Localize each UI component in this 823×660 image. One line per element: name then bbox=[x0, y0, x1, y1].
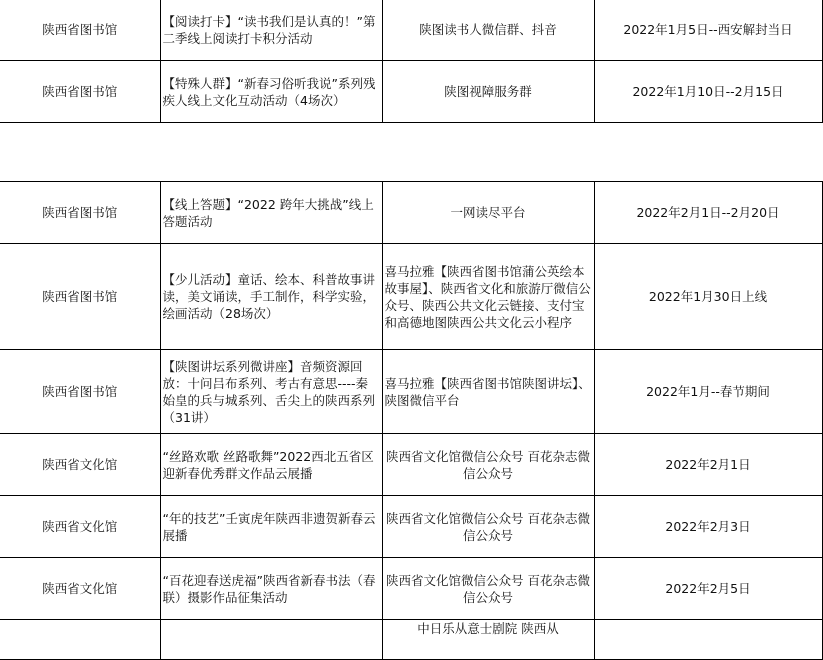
table-row bbox=[0, 0, 822, 61]
table-row bbox=[0, 244, 822, 350]
platform-cell: 陕西省文化馆微信公众号 百花杂志微信公众号 bbox=[382, 558, 594, 620]
activity-cell: 【特殊人群】“新春习俗听我说”系列残疾人线上文化互动活动（4场次） bbox=[160, 61, 382, 123]
platform-cell: 一网读尽平台 bbox=[382, 182, 594, 244]
time-cell: 2022年1月5日--西安解封当日 bbox=[594, 0, 822, 61]
platform-cell: 喜马拉雅【陕西省图书馆陕图讲坛】、陕图微信平台 bbox=[382, 350, 594, 434]
org-cell: 陕西省文化馆 bbox=[0, 434, 160, 496]
activity-table-bottom bbox=[0, 181, 823, 660]
org-cell: 陕西省图书馆 bbox=[0, 0, 160, 61]
time-cell bbox=[594, 620, 822, 660]
table-row bbox=[0, 350, 822, 434]
org-cell: 陕西省图书馆 bbox=[0, 350, 160, 434]
time-cell: 2022年2月3日 bbox=[594, 496, 822, 558]
table-row bbox=[0, 558, 822, 620]
activity-table-top bbox=[0, 0, 823, 123]
activity-cell: “年的技艺”壬寅虎年陕西非遗贺新春云展播 bbox=[160, 496, 382, 558]
time-cell: 2022年1月30日上线 bbox=[594, 244, 822, 350]
time-cell: 2022年2月1日--2月20日 bbox=[594, 182, 822, 244]
table-row bbox=[0, 434, 822, 496]
time-cell: 2022年1月10日--2月15日 bbox=[594, 61, 822, 123]
time-cell: 2022年2月1日 bbox=[594, 434, 822, 496]
org-cell: 陕西省图书馆 bbox=[0, 61, 160, 123]
table-row bbox=[0, 620, 822, 660]
platform-cell: 陕图读书人微信群、抖音 bbox=[382, 0, 594, 61]
page-break-gap bbox=[0, 126, 823, 181]
activity-cell: “丝路欢歌 丝路歌舞”2022西北五省区迎新春优秀群文作品云展播 bbox=[160, 434, 382, 496]
time-cell: 2022年1月--春节期间 bbox=[594, 350, 822, 434]
activity-cell: 【陕图讲坛系列微讲座】音频资源回放：十问吕布系列、考古有意思----秦始皇的兵与城系列、舌尖上的陕西系列（31讲） bbox=[160, 350, 382, 434]
table-row bbox=[0, 182, 822, 244]
platform-cell: 陕图视障服务群 bbox=[382, 61, 594, 123]
table-row bbox=[0, 496, 822, 558]
platform-cell: 陕西省文化馆微信公众号 百花杂志微信公众号 bbox=[382, 496, 594, 558]
platform-cell: 喜马拉雅【陕西省图书馆蒲公英绘本故事屋】、陕西省文化和旅游厅微信公众号、陕西公共文化云链接、支付宝和高德地图陕西公共文化云小程序 bbox=[382, 244, 594, 350]
table-row bbox=[0, 61, 822, 123]
activity-cell: 【线上答题】“2022 跨年大挑战”线上答题活动 bbox=[160, 182, 382, 244]
activity-cell bbox=[160, 620, 382, 660]
org-cell: 陕西省图书馆 bbox=[0, 182, 160, 244]
org-cell: 陕西省文化馆 bbox=[0, 558, 160, 620]
org-cell bbox=[0, 620, 160, 660]
activity-cell: 【少儿活动】童话、绘本、科普故事讲读，美文诵读，手工制作，科学实验，绘画活动（28场次） bbox=[160, 244, 382, 350]
org-cell: 陕西省文化馆 bbox=[0, 496, 160, 558]
platform-cell: 中日乐从意士剧院 陕西从 bbox=[382, 620, 594, 660]
activity-cell: “百花迎春送虎福”陕西省新春书法（春联）摄影作品征集活动 bbox=[160, 558, 382, 620]
activity-cell: 【阅读打卡】“读书我们是认真的！”第二季线上阅读打卡积分活动 bbox=[160, 0, 382, 61]
org-cell: 陕西省图书馆 bbox=[0, 244, 160, 350]
platform-cell: 陕西省文化馆微信公众号 百花杂志微信公众号 bbox=[382, 434, 594, 496]
time-cell: 2022年2月5日 bbox=[594, 558, 822, 620]
